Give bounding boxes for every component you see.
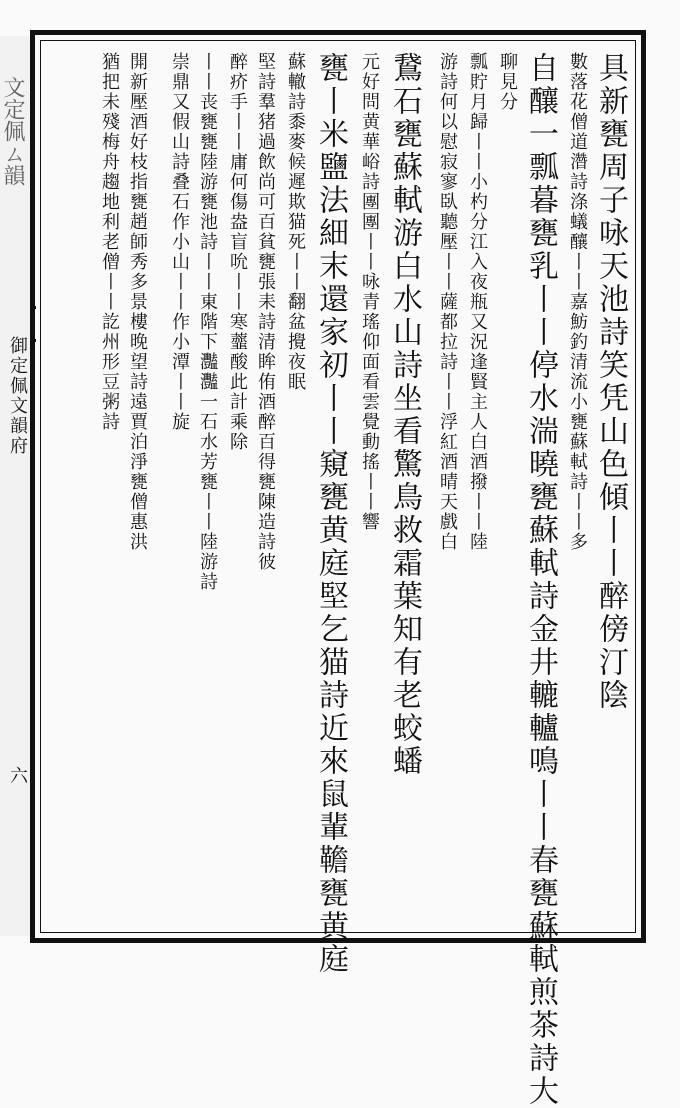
text-column-1: 具新甕周子咏天池詩笑凭山色傾丨丨醉傍汀陰 (593, 52, 628, 712)
text-column-5: 瓢貯月歸丨丨小杓分江入夜瓶又況逢賢主人白酒撥丨丨陸 (467, 52, 488, 552)
text-column-7: 鵞石甕蘇軾游白水山詩坐看驚鳥救霜葉知有老蛟蟠 (387, 52, 422, 778)
text-column-11: 堅詩羣猪過飲尚可百貧甕張耒詩清眸侑酒醉百得甕陳造詩彼 (255, 52, 276, 572)
text-column-8: 元好問黄華峪詩團團丨丨咏青瑤仰面看雲覺動搖丨丨響 (359, 52, 380, 532)
text-column-9: 甕丨米鹽法細末還家初丨丨窺甕黄庭堅乞猫詩近來鼠輩韂甕黄庭 (313, 52, 348, 976)
text-column-3: 自釀一瓢暮甕乳丨丨停水湍曉甕蘇軾詩金井轆轤鳴丨丨春甕蘇軾煎茶詩大 (523, 52, 558, 1108)
text-column-6: 游詩何以慰寂寥臥聽壓丨丨薩都拉詩丨丨浮紅酒晴天戲白 (437, 52, 458, 552)
page-gutter (0, 36, 34, 936)
margin-title: 御定佩文韻府 (7, 336, 28, 456)
text-column-10: 蘇轍詩黍麥候遲欺猫死丨丨翻盆攪夜眠 (285, 52, 306, 392)
margin-fragment: 文定佩ㄙ韻 (0, 76, 25, 186)
text-column-4: 聊見分 (497, 52, 518, 112)
text-column-15: 開新壓酒好枝指甕趙師秀多景樓晚望詩遠賈泊淨甕僧惠洪 (127, 52, 148, 552)
text-column-14: 崇鼎又假山詩叠石作小山丨丨作小潭丨丨旋 (169, 52, 190, 432)
text-column-2: 數落花僧道濳詩涤蟻釀丨丨嘉魴釣清流小甕蘇軾詩丨丨多 (567, 52, 588, 552)
page-number: 六 (7, 766, 28, 784)
text-column-12: 醉疥手丨丨庸何傷盎盲吮丨丨寒虀酸此計乘除 (227, 52, 248, 452)
text-column-13: 丨丨丧甕甕陸游甕池詩丨丨東階下灩灩一石水芳甕丨丨陸游詩 (197, 52, 218, 592)
text-columns (44, 44, 632, 1108)
text-column-16: 猶把未殘梅舟趨地利老僧丨丨訖州形豆粥詩 (99, 52, 120, 432)
